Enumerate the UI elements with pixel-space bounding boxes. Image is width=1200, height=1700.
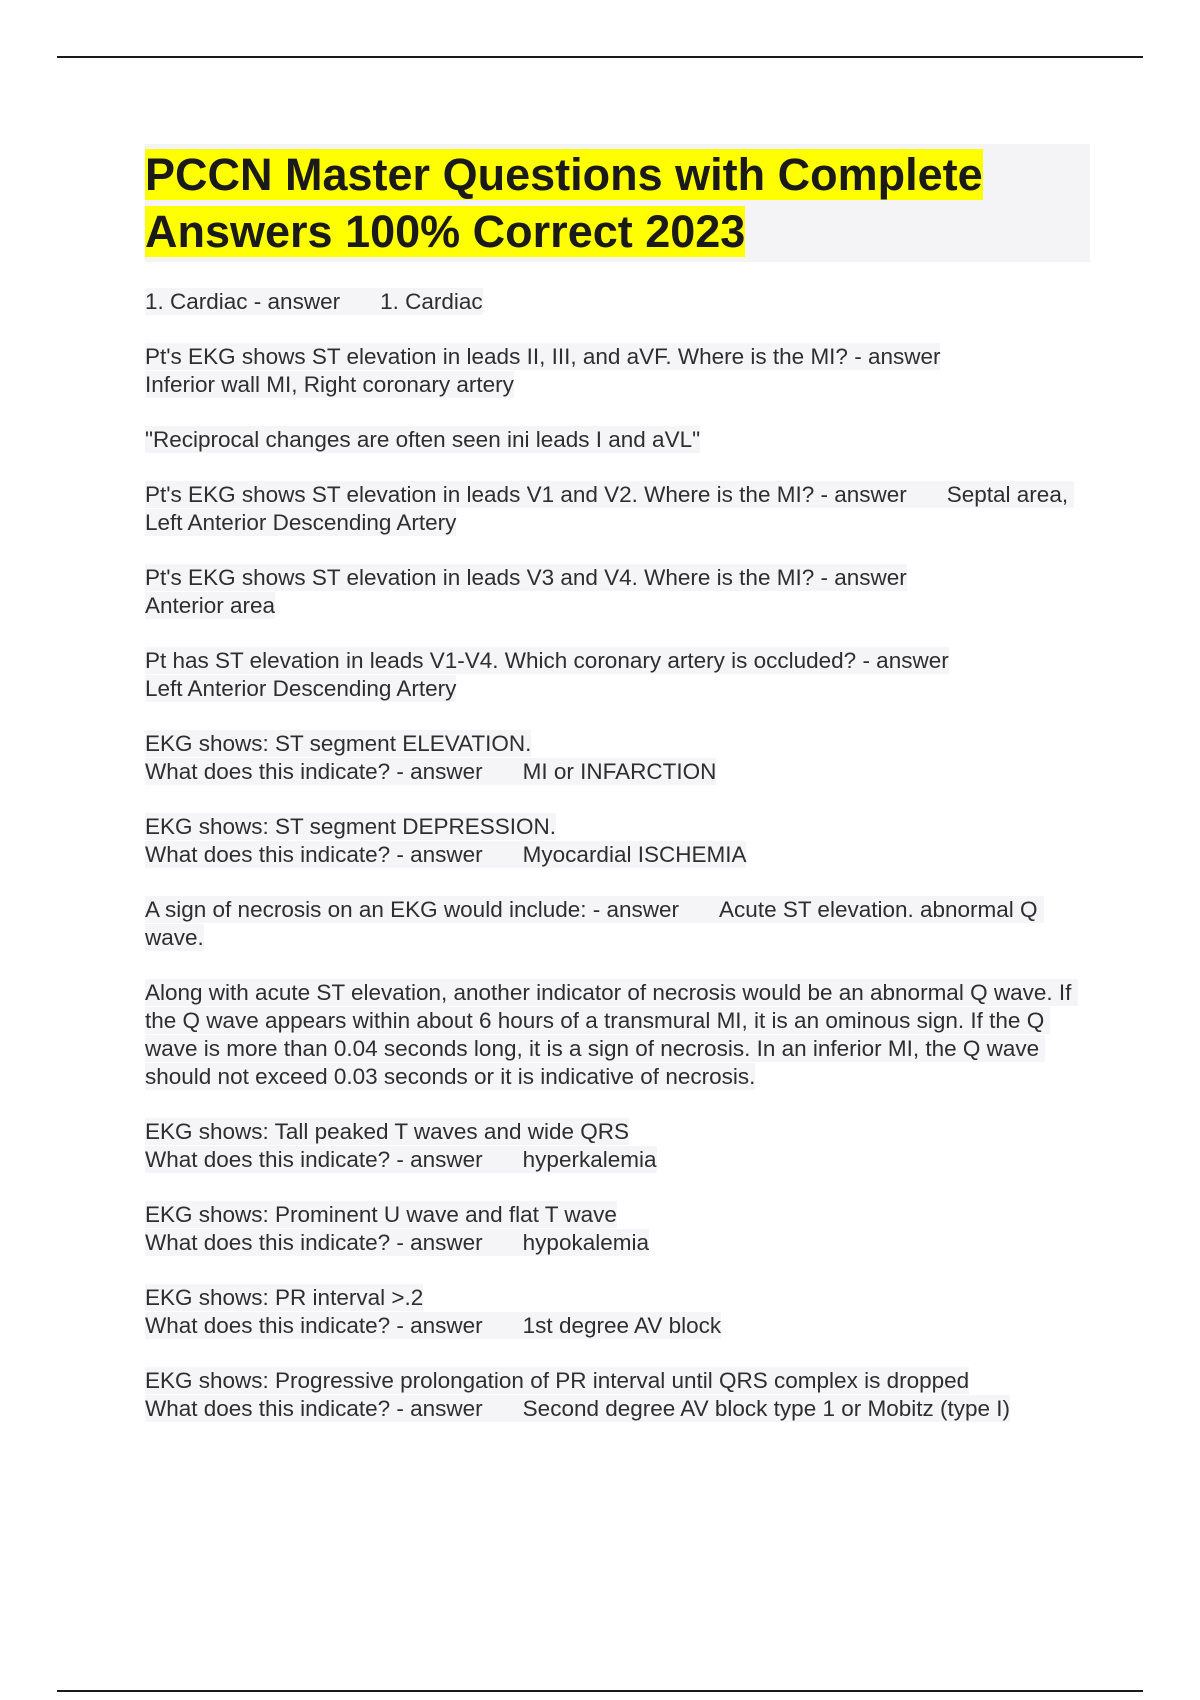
answer-text: hyperkalemia bbox=[522, 1147, 657, 1172]
question-prompt: What does this indicate? - answer bbox=[145, 1147, 483, 1172]
question-text: A sign of necrosis on an EKG would include: - answer bbox=[145, 897, 680, 922]
qa-entry bbox=[145, 813, 1090, 869]
qa-entry bbox=[145, 481, 1090, 537]
question-text: EKG shows: Prominent U wave and flat T wave bbox=[145, 1202, 617, 1227]
answer-text: Acute ST elevation. abnormal Q wave. bbox=[145, 897, 1044, 950]
question-text: EKG shows: PR interval >.2 bbox=[145, 1285, 424, 1310]
question-prompt: What does this indicate? - answer bbox=[145, 1313, 483, 1338]
question-text: EKG shows: ST segment DEPRESSION. bbox=[145, 814, 556, 839]
qa-entry bbox=[145, 343, 1090, 399]
question-prompt: What does this indicate? - answer bbox=[145, 759, 483, 784]
document-title bbox=[145, 146, 1090, 260]
answer-text: Anterior area bbox=[145, 593, 276, 618]
question-prompt: What does this indicate? - answer bbox=[145, 1230, 483, 1255]
title-line-1: PCCN Master Questions with Complete bbox=[145, 149, 983, 200]
title-line-2: Answers 100% Correct 2023 bbox=[145, 206, 746, 257]
note-entry bbox=[145, 426, 1090, 454]
note-text: "Reciprocal changes are often seen ini leads I and aVL" bbox=[145, 427, 701, 452]
question-text: Pt's EKG shows ST elevation in leads II, III, and aVF. Where is the MI? - answer bbox=[145, 344, 941, 369]
answer-text: MI or INFARCTION bbox=[522, 759, 717, 784]
document-body bbox=[145, 144, 1090, 1450]
qa-entry bbox=[145, 1201, 1090, 1257]
question-prompt: What does this indicate? - answer bbox=[145, 1396, 483, 1421]
qa-entry bbox=[145, 730, 1090, 786]
footer-rule bbox=[57, 1690, 1143, 1692]
answer-text: 1. Cardiac bbox=[380, 289, 483, 314]
qa-entry bbox=[145, 647, 1090, 703]
answer-text: 1st degree AV block bbox=[522, 1313, 722, 1338]
question-text: EKG shows: ST segment ELEVATION. bbox=[145, 731, 532, 756]
answer-text: Left Anterior Descending Artery bbox=[145, 676, 457, 701]
qa-entry bbox=[145, 1118, 1090, 1174]
qa-entry bbox=[145, 288, 1090, 316]
question-text: Pt's EKG shows ST elevation in leads V1 and V2. Where is the MI? - answer bbox=[145, 482, 907, 507]
question-text: Pt has ST elevation in leads V1-V4. Which coronary artery is occluded? - answer bbox=[145, 648, 949, 673]
paragraph-entry bbox=[145, 979, 1090, 1091]
answer-text: Inferior wall MI, Right coronary artery bbox=[145, 372, 514, 397]
question-text: Pt's EKG shows ST elevation in leads V3 and V4. Where is the MI? - answer bbox=[145, 565, 907, 590]
qa-entry bbox=[145, 564, 1090, 620]
paragraph-text: Along with acute ST elevation, another indicator of necrosis would be an abnormal Q wave. If the Q wave appears within about 6 hours of a transmural MI, it is an ominous sign. If the Q wave is more than 0.04 seconds long, it is a sign of necrosis. In an inferior MI, the Q wave should not exceed 0.03 seconds or it is indicative of necrosis. bbox=[145, 980, 1078, 1089]
question-text: EKG shows: Tall peaked T waves and wide QRS bbox=[145, 1119, 630, 1144]
answer-text: Second degree AV block type 1 or Mobitz (type I) bbox=[522, 1396, 1011, 1421]
question-prompt: What does this indicate? - answer bbox=[145, 842, 483, 867]
answer-text: Septal area, Left Anterior Descending Artery bbox=[145, 482, 1075, 535]
question-text: EKG shows: Progressive prolongation of PR interval until QRS complex is dropped bbox=[145, 1368, 970, 1393]
qa-entry bbox=[145, 1367, 1090, 1423]
answer-text: hypokalemia bbox=[522, 1230, 649, 1255]
header-rule bbox=[57, 56, 1143, 58]
title-block bbox=[145, 144, 1090, 262]
qa-entry bbox=[145, 1284, 1090, 1340]
qa-entry bbox=[145, 896, 1090, 952]
answer-text: Myocardial ISCHEMIA bbox=[522, 842, 747, 867]
question-text: 1. Cardiac - answer bbox=[145, 289, 341, 314]
